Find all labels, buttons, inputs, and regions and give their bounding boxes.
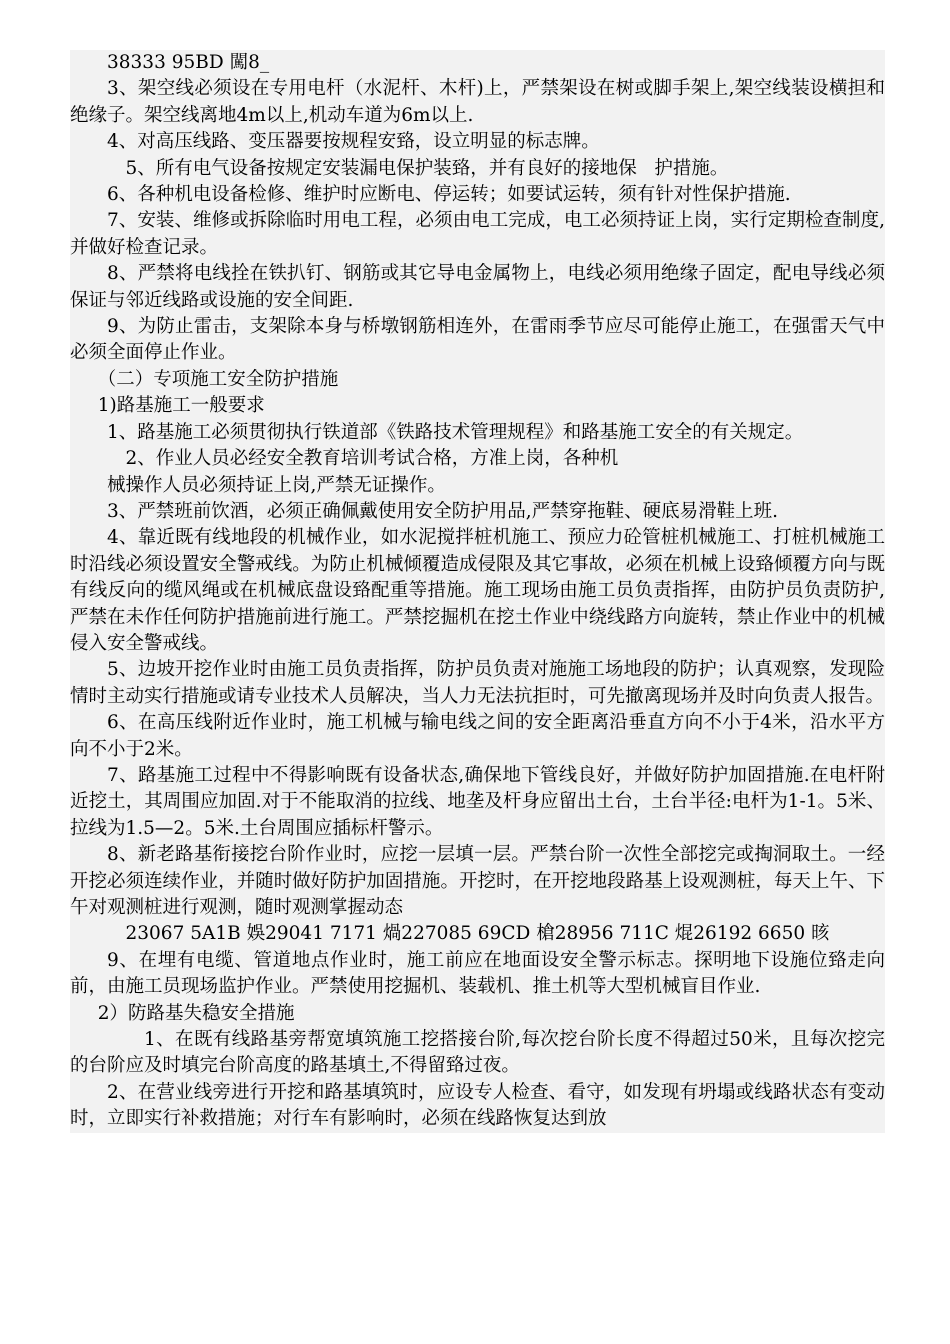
document-page xyxy=(70,50,885,1133)
paragraph: 3、架空线必须设在专用电杆（水泥杆、木杆)上，严禁架设在树或脚手架上,架空线装设横担和绝缘子。架空线离地4m以上,机动车道为6m以上. xyxy=(70,78,885,126)
paragraph: 6、各种机电设备检修、维护时应断电、停运转；如要试运转，须有针对性保护措施. xyxy=(107,184,791,206)
paragraph: 7、路基施工过程中不得影响既有设备状态,确保地下管线良好，并做好防护加固措施.在电杆附近挖土，其周围应加固.对于不能取消的拉线、地垄及杆身应留出土台，土台半径:电杆为1-1。5米、拉线为1.5—2。5米.土台周围应插标杆警示。 xyxy=(70,764,885,839)
paragraph: 4、对高压线路、变压器要按规程安臵，设立明显的标志牌。 xyxy=(107,131,600,153)
paragraph: 5、所有电气设备按规定安装漏电保护装臵，并有良好的接地保 护措施。 xyxy=(125,157,729,179)
paragraph: 9、在埋有电缆、管道地点作业时，施工前应在地面设安全警示标志。探明地下设施位臵走向前，由施工员现场监护作业。严禁使用挖掘机、装载机、推土机等大型机械盲目作业. xyxy=(70,949,885,998)
paragraph: 1、路基施工必须贯彻执行铁道部《铁路技术管理规程》和路基施工安全的有关规定。 xyxy=(107,421,804,443)
paragraph: 4、靠近既有线地段的机械作业，如水泥搅拌桩机施工、预应力砼管桩机械施工、打桩机械施工时沿线必须设置安全警戒线。为防止机械倾覆造成侵限及其它事故，必须在机械上设臵倾覆方向与既有线反向的缆风绳或在机械底盘设臵配重等措施。施工现场由施工员负责指挥，由防护员负责防护,严禁在未作任何防护措施前进行施工。严禁挖掘机在挖土作业中绕线路方向旋转，禁止作业中的机械侵入安全警戒线。 xyxy=(70,527,885,654)
paragraph: 9、为防止雷击，支架除本身与桥墩钢筋相连外，在雷雨季节应尽可能停止施工，在强雷天气中必须全面停止作业。 xyxy=(70,316,885,364)
paragraph: 2）防路基失稳安全措施 xyxy=(97,1002,295,1024)
paragraph: 6、在高压线附近作业时，施工机械与输电线之间的安全距离沿垂直方向不小于4米，沿水平方向不小于2米。 xyxy=(70,712,885,760)
paragraph: 1)路基施工一般要求 xyxy=(97,395,265,417)
paragraph: 1、在既有线路基旁帮宽填筑施工挖搭接台阶,每次挖台阶长度不得超过50米，且每次挖完的台阶应及时填完台阶高度的路基填土,不得留臵过夜。 xyxy=(70,1029,885,1077)
paragraph: 3、严禁班前饮酒，必须正确佩戴使用安全防护用品,严禁穿拖鞋、硬底易滑鞋上班. xyxy=(107,500,779,522)
paragraph: 2、作业人员必经安全教育培训考试合格，方准上岗，各种机 xyxy=(125,448,619,470)
paragraph: 5、边坡开挖作业时由施工员负责指挥，防护员负责对施施工场地段的防护；认真观察，发现险情时主动实行措施或请专业技术人员解决，当人力无法抗拒时，可先撤离现场并及时向负责人报告。 xyxy=(70,659,885,707)
paragraph: 7、安装、维修或拆除临时用电工程，必须由电工完成，电工必须持证上岗，实行定期检查制度,并做好检查记录。 xyxy=(70,210,885,258)
paragraph: 8、新老路基衔接挖台阶作业时，应挖一层填一层。严禁台阶一次性全部挖完或掏洞取土。一经开挖必须连续作业，并随时做好防护加固措施。开挖时，在开挖地段路基上设观测桩，每天上午、下午对观测桩进行观测，随时观测掌握动态 xyxy=(70,844,885,918)
paragraph: 2、在营业线旁进行开挖和路基填筑时，应设专人检查、看守，如发现有坍塌或线路状态有变动时，立即实行补救措施；对行车有影响时，必须在线路恢复达到放 xyxy=(70,1081,885,1130)
paragraph: 械操作人员必须持证上岗,严禁无证操作。 xyxy=(107,474,446,496)
paragraph: 8、严禁将电线拴在铁扒钉、钢筋或其它导电金属物上，电线必须用绝缘子固定，配电导线必须保证与邻近线路或设施的安全间距. xyxy=(70,263,885,311)
paragraph: 38333 95BD 闖8_ xyxy=(107,52,270,73)
paragraph: （二）专项施工安全防护措施 xyxy=(97,368,339,390)
paragraph: 23067 5A1B 娛29041 7171 煱227085 69CD 槍28956 711C 焜26192 6650 晐 xyxy=(125,923,830,945)
